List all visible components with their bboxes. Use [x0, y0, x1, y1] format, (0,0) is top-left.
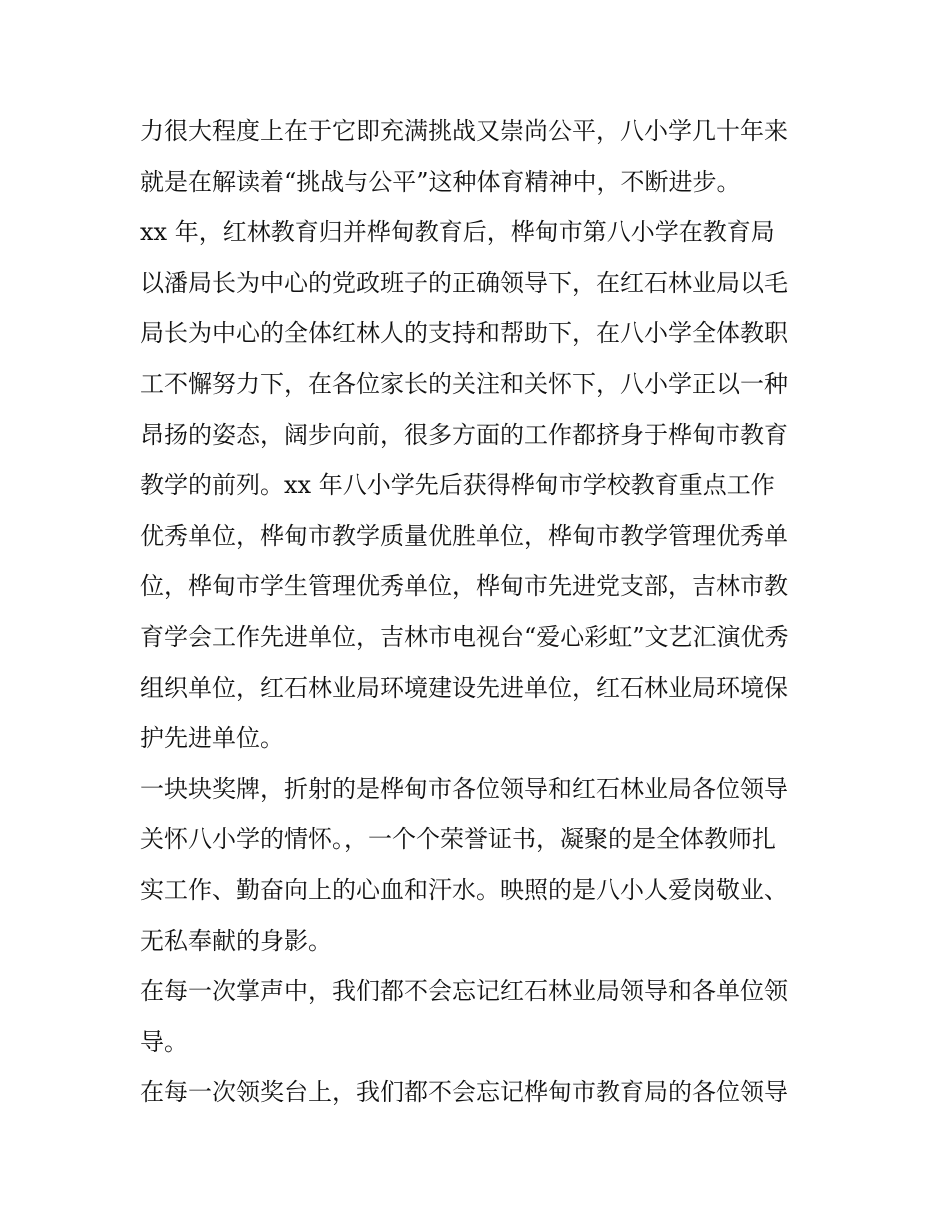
text-line: 组织单位，红石林业局环境建设先进单位，红石林业局环境保: [140, 673, 788, 702]
text-line: 在每一次领奖台上，我们都不会忘记桦甸市教育局的各位领导: [140, 1078, 788, 1107]
text-line: 优秀单位，桦甸市教学质量优胜单位，桦甸市教学管理优秀单: [140, 521, 788, 550]
text-line: 无私奉献的身影。: [140, 926, 332, 955]
body-text: [140, 106, 820, 1118]
text-line: 护先进单位。: [140, 724, 284, 753]
text-line: 教学的前列。xx 年八小学先后获得桦甸市学校教育重点工作: [140, 471, 775, 500]
text-line: 工不懈努力下，在各位家长的关注和关怀下，八小学正以一种: [140, 369, 788, 398]
text-line: 关怀八小学的情怀。，一个个荣誉证书，凝聚的是全体教师扎: [140, 825, 776, 854]
text-line: 以潘局长为中心的党政班子的正确领导下，在红石林业局以毛: [140, 268, 788, 297]
text-line: 实工作、勤奋向上的心血和汗水。映照的是八小人爱岗敬业、: [140, 875, 788, 904]
text-line: 位，桦甸市学生管理优秀单位，桦甸市先进党支部，吉林市教: [140, 572, 788, 601]
text-line: 就是在解读着“挑战与公平”这种体育精神中，不断进步。: [140, 167, 741, 196]
text-line: 一块块奖牌，折射的是桦甸市各位领导和红石林业局各位领导: [140, 774, 788, 803]
text-line: 力很大程度上在于它即充满挑战又崇尚公平，八小学几十年来: [140, 117, 788, 145]
text-line: 局长为中心的全体红林人的支持和帮助下，在八小学全体教职: [140, 319, 788, 348]
text-line: 在每一次掌声中，我们都不会忘记红石林业局领导和各单位领: [140, 977, 788, 1006]
text-line: 导。: [140, 1027, 188, 1056]
text-line: 昂扬的姿态，阔步向前，很多方面的工作都挤身于桦甸市教育: [140, 420, 788, 449]
text-line: xx 年，红林教育归并桦甸教育后，桦甸市第八小学在教育局: [140, 218, 775, 247]
text-line: 育学会工作先进单位，吉林市电视台“爱心彩虹”文艺汇演优秀: [140, 622, 789, 651]
